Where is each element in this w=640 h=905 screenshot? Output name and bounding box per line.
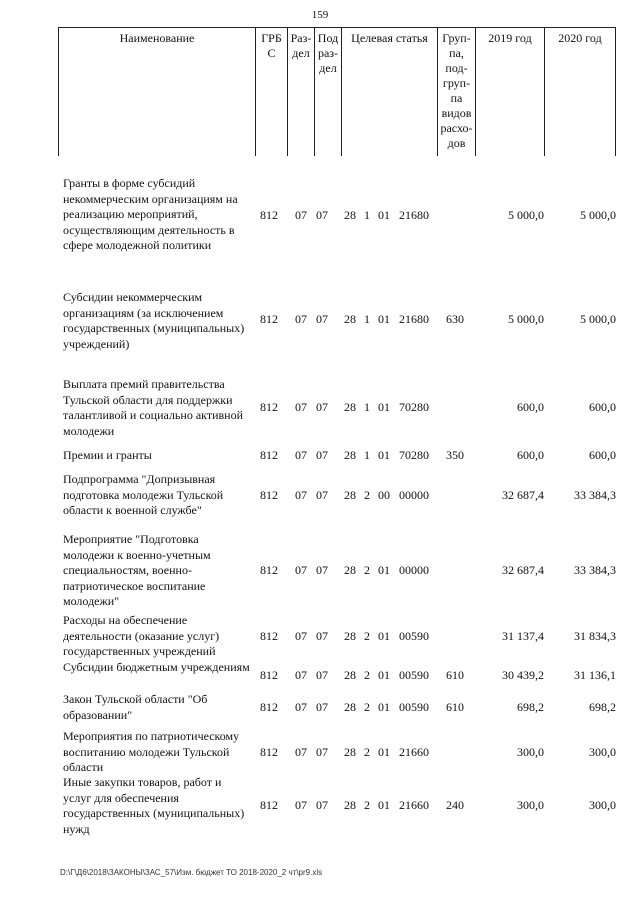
row-razdel: 07 bbox=[295, 798, 307, 812]
row-cs4: 21680 bbox=[399, 312, 429, 326]
row-name: Субсидии бюджетным учреждениям bbox=[63, 660, 250, 674]
row-cs3: 01 bbox=[378, 700, 390, 714]
header-target: Целевая статья bbox=[341, 28, 437, 156]
row-cs4: 70280 bbox=[399, 400, 429, 414]
row-cs2: 2 bbox=[364, 629, 370, 643]
row-grbs: 812 bbox=[260, 700, 278, 714]
row-y2020: 33 384,3 bbox=[574, 563, 616, 577]
row-cs3: 01 bbox=[378, 629, 390, 643]
row-name: Выплата премий правительства Тульской области для поддержки талантливой и социально активной молодежи bbox=[63, 377, 243, 438]
row-cs1: 28 bbox=[344, 700, 356, 714]
row-cs1: 28 bbox=[344, 488, 356, 502]
row-razdel: 07 bbox=[295, 312, 307, 326]
row-cs4: 00590 bbox=[399, 668, 429, 682]
row-cs1: 28 bbox=[344, 312, 356, 326]
row-cs4: 00590 bbox=[399, 700, 429, 714]
row-cs4: 00590 bbox=[399, 629, 429, 643]
row-y2019: 300,0 bbox=[517, 798, 544, 812]
row-y2019: 698,2 bbox=[517, 700, 544, 714]
row-y2020: 31 834,3 bbox=[574, 629, 616, 643]
row-cs3: 01 bbox=[378, 563, 390, 577]
row-name: Расходы на обеспечение деятельности (оказание услуг) государственных учреждений bbox=[63, 613, 220, 658]
row-cs3: 01 bbox=[378, 448, 390, 462]
table-header bbox=[58, 27, 616, 156]
row-y2020: 33 384,3 bbox=[574, 488, 616, 502]
row-cs1: 28 bbox=[344, 448, 356, 462]
row-y2020: 5 000,0 bbox=[580, 208, 616, 222]
row-vid: 630 bbox=[446, 312, 464, 326]
row-grbs: 812 bbox=[260, 208, 278, 222]
row-podrazdel: 07 bbox=[316, 745, 328, 759]
row-cs3: 01 bbox=[378, 798, 390, 812]
row-cs1: 28 bbox=[344, 745, 356, 759]
row-cs2: 1 bbox=[364, 208, 370, 222]
row-grbs: 812 bbox=[260, 488, 278, 502]
row-razdel: 07 bbox=[295, 629, 307, 643]
row-cs1: 28 bbox=[344, 798, 356, 812]
header-podrazdel: Под раз- дел bbox=[314, 28, 341, 156]
row-y2019: 5 000,0 bbox=[508, 312, 544, 326]
row-y2020: 5 000,0 bbox=[580, 312, 616, 326]
row-vid: 610 bbox=[446, 700, 464, 714]
row-name: Гранты в форме субсидий некоммерческим организациям на реализацию мероприятий, осуществляющим деятельность в сфере молодежной политики bbox=[63, 176, 238, 252]
row-grbs: 812 bbox=[260, 448, 278, 462]
row-cs2: 2 bbox=[364, 668, 370, 682]
row-podrazdel: 07 bbox=[316, 798, 328, 812]
row-cs1: 28 bbox=[344, 208, 356, 222]
row-cs4: 21680 bbox=[399, 208, 429, 222]
row-podrazdel: 07 bbox=[316, 629, 328, 643]
row-y2020: 600,0 bbox=[589, 400, 616, 414]
row-grbs: 812 bbox=[260, 745, 278, 759]
row-cs3: 01 bbox=[378, 208, 390, 222]
row-y2019: 5 000,0 bbox=[508, 208, 544, 222]
row-razdel: 07 bbox=[295, 400, 307, 414]
row-name: Премии и гранты bbox=[63, 448, 152, 462]
row-cs3: 01 bbox=[378, 745, 390, 759]
header-razdel: Раз- дел bbox=[287, 28, 314, 156]
row-podrazdel: 07 bbox=[316, 668, 328, 682]
header-grbs: ГРБ С bbox=[255, 28, 287, 156]
row-razdel: 07 bbox=[295, 488, 307, 502]
header-2019: 2019 год bbox=[475, 28, 544, 156]
row-grbs: 812 bbox=[260, 798, 278, 812]
row-cs2: 2 bbox=[364, 798, 370, 812]
header-vid: Груп- па, под- груп- па видов расхо- дов bbox=[437, 28, 475, 156]
row-y2019: 30 439,2 bbox=[502, 668, 544, 682]
row-podrazdel: 07 bbox=[316, 400, 328, 414]
row-grbs: 812 bbox=[260, 629, 278, 643]
row-cs2: 1 bbox=[364, 400, 370, 414]
row-y2019: 600,0 bbox=[517, 400, 544, 414]
row-cs4: 00000 bbox=[399, 488, 429, 502]
row-cs3: 01 bbox=[378, 312, 390, 326]
row-y2020: 300,0 bbox=[589, 798, 616, 812]
row-name: Иные закупки товаров, работ и услуг для обеспечения государственных (муниципальных) нужд bbox=[63, 775, 245, 836]
row-name: Закон Тульской области "Об образовании" bbox=[63, 692, 208, 722]
row-y2019: 300,0 bbox=[517, 745, 544, 759]
header-name: Наименование bbox=[58, 28, 255, 156]
row-cs2: 2 bbox=[364, 563, 370, 577]
row-y2019: 600,0 bbox=[517, 448, 544, 462]
row-grbs: 812 bbox=[260, 563, 278, 577]
row-podrazdel: 07 bbox=[316, 700, 328, 714]
row-cs2: 1 bbox=[364, 448, 370, 462]
row-podrazdel: 07 bbox=[316, 448, 328, 462]
row-y2019: 32 687,4 bbox=[502, 488, 544, 502]
header-2020: 2020 год bbox=[544, 28, 616, 156]
row-razdel: 07 bbox=[295, 700, 307, 714]
row-vid: 350 bbox=[446, 448, 464, 462]
row-podrazdel: 07 bbox=[316, 312, 328, 326]
row-y2020: 300,0 bbox=[589, 745, 616, 759]
row-podrazdel: 07 bbox=[316, 488, 328, 502]
row-cs2: 2 bbox=[364, 745, 370, 759]
row-cs3: 01 bbox=[378, 400, 390, 414]
row-razdel: 07 bbox=[295, 668, 307, 682]
row-cs2: 2 bbox=[364, 488, 370, 502]
row-grbs: 812 bbox=[260, 668, 278, 682]
row-y2020: 600,0 bbox=[589, 448, 616, 462]
row-y2019: 32 687,4 bbox=[502, 563, 544, 577]
row-y2020: 31 136,1 bbox=[574, 668, 616, 682]
row-name: Мероприятие "Подготовка молодежи к военно-учетным специальностям, военно-патриотическое воспитание молодежи" bbox=[63, 532, 211, 608]
row-y2019: 31 137,4 bbox=[502, 629, 544, 643]
row-razdel: 07 bbox=[295, 563, 307, 577]
row-cs3: 01 bbox=[378, 668, 390, 682]
row-y2020: 698,2 bbox=[589, 700, 616, 714]
row-name: Субсидии некоммерческим организациям (за исключением государственных (муниципальных) учреждений) bbox=[63, 290, 245, 351]
page-number: 159 bbox=[311, 9, 329, 21]
row-name: Подпрограмма "Допризывная подготовка молодежи Тульской области к военной службе" bbox=[63, 472, 224, 517]
row-vid: 240 bbox=[446, 798, 464, 812]
row-razdel: 07 bbox=[295, 448, 307, 462]
row-name: Мероприятия по патриотическому воспитанию молодежи Тульской области bbox=[63, 729, 240, 774]
row-grbs: 812 bbox=[260, 312, 278, 326]
row-cs1: 28 bbox=[344, 400, 356, 414]
row-cs4: 70280 bbox=[399, 448, 429, 462]
row-cs2: 2 bbox=[364, 700, 370, 714]
row-cs2: 1 bbox=[364, 312, 370, 326]
row-podrazdel: 07 bbox=[316, 563, 328, 577]
row-cs3: 00 bbox=[378, 488, 390, 502]
row-razdel: 07 bbox=[295, 745, 307, 759]
row-cs4: 21660 bbox=[399, 798, 429, 812]
row-razdel: 07 bbox=[295, 208, 307, 222]
row-cs4: 00000 bbox=[399, 563, 429, 577]
row-cs4: 21660 bbox=[399, 745, 429, 759]
row-grbs: 812 bbox=[260, 400, 278, 414]
row-cs1: 28 bbox=[344, 668, 356, 682]
row-cs1: 28 bbox=[344, 629, 356, 643]
row-podrazdel: 07 bbox=[316, 208, 328, 222]
file-path: D:\Г\Д6\2018\ЗАКОНЫ\ЗАС_57\Изм. бюджет ТО 2018-2020_2 чт\рr9.xls bbox=[60, 868, 323, 877]
row-vid: 610 bbox=[446, 668, 464, 682]
row-cs1: 28 bbox=[344, 563, 356, 577]
